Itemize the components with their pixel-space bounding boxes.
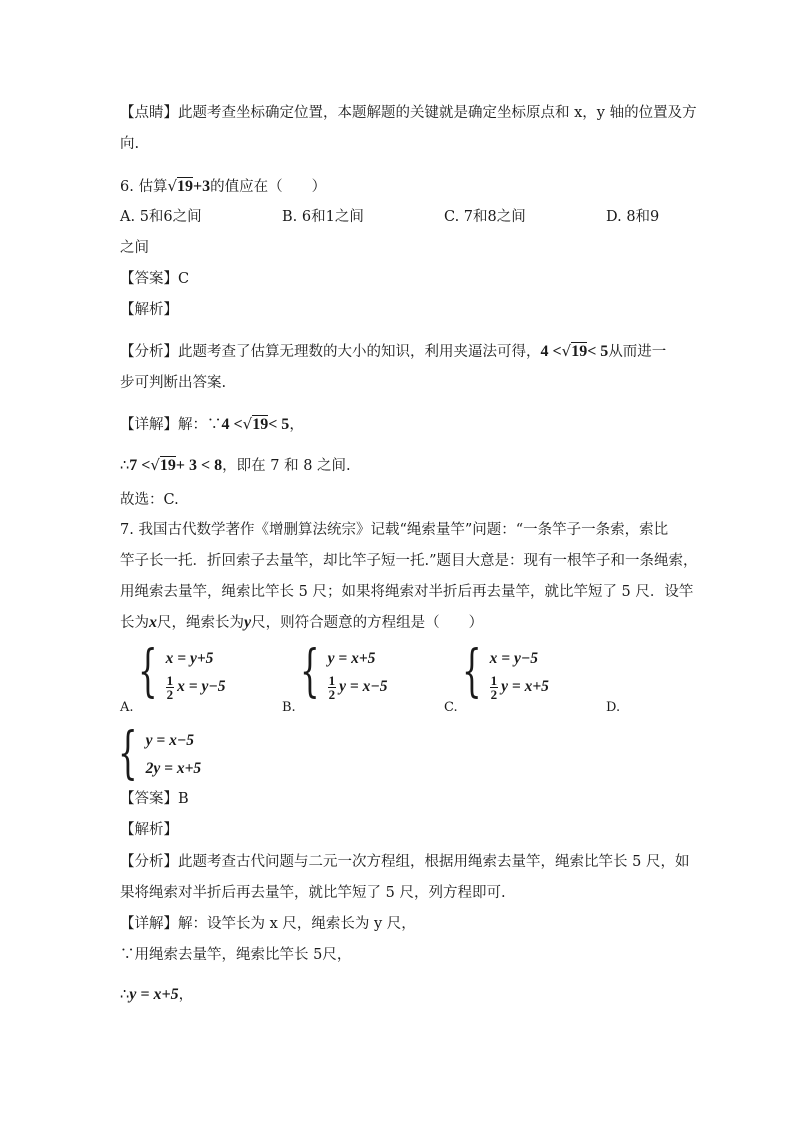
q6-fenxi-lt1: 4 < (540, 343, 562, 360)
q7-line-1: 7. 我国古代数学著作《增删算法统宗》记载“绳索量竿”问题：“一条竿子一条索，索比 (120, 522, 669, 538)
q7-detail-line-2: ∵用绳索去量竿，绳索比竿长 5尺， (120, 947, 352, 963)
q7-option-b-eq1: y = x+5 (327, 650, 376, 667)
q7-line-2: 竿子长一托．折回索子去量竿，却比竿子短一托.”题目大意是：现有一根竿子和一条绳索， (120, 553, 698, 569)
q6-ineq-right: + 3 < 8 (175, 457, 223, 474)
q7-option-d-system (118, 721, 202, 786)
q6-option-d: D. 8和9 (606, 209, 660, 225)
fraction: $\frac{1}{2}$ (490, 672, 498, 702)
q7-var-x: x (149, 614, 157, 631)
q6-plus: +3 (193, 178, 211, 195)
q6-detail-lt1: 4 < (221, 416, 243, 433)
q7-analysis-title: 【解析】 (120, 822, 178, 838)
q7-final-eq: y = x+5 (129, 986, 179, 1003)
q7-line-4 (120, 613, 483, 633)
q6-detail-lt2: < 5 (268, 416, 290, 433)
q6-sqrt: √19 (167, 177, 194, 195)
q7-option-c-label: C. (444, 700, 458, 715)
q6-detail-comma: ， (289, 417, 304, 433)
q6-detail-line (120, 414, 304, 435)
q6-inequality-line (120, 455, 351, 476)
q6-stem-prefix: 6. 估算 (120, 179, 168, 195)
q7-line4-b: 尺，绳索长为 (157, 615, 244, 631)
q6-fenxi-sqrt: √19 (561, 342, 588, 360)
q7-line4-c: 尺，则符合题意的方程组是（ ） (251, 615, 484, 631)
q6-option-c: C. 7和8之间 (444, 209, 526, 225)
therefore-symbol: ∴ (120, 458, 130, 474)
q6-option-b: B. 6和1之间 (282, 209, 364, 225)
q6-fenxi-suffix: 从而进一 (608, 344, 667, 360)
q7-final-line (120, 985, 193, 1005)
q6-fenxi-line-2: 步可判断出答案. (120, 375, 227, 391)
q7-option-c-eq1: x = y−5 (489, 650, 538, 667)
brace-icon: { (300, 639, 320, 704)
q6-ineq-sqrt: √19 (150, 456, 176, 474)
comment-line-2: 向. (120, 136, 140, 152)
because-symbol: ∵ (207, 417, 222, 433)
brace-icon: { (462, 639, 482, 704)
q7-option-b-eq2: $\frac{1}{2}$ y = x−5 (328, 672, 388, 702)
q6-detail-prefix: 【详解】解： (120, 417, 207, 433)
q7-fenxi-line-2: 果将绳索对半折后再去量竿，就比竿短了 5 尺，列方程即可. (120, 885, 506, 901)
brace-icon: { (118, 721, 138, 786)
q6-ineq-radicand: 19 (159, 457, 176, 474)
q7-option-a-eq1: x = y+5 (165, 650, 214, 667)
q7-option-a-label: A. (120, 700, 134, 715)
q7-line4-a: 长为 (120, 615, 149, 631)
q7-var-y: y (244, 614, 252, 631)
q7-option-b-system (300, 639, 388, 704)
q6-fenxi-line-1 (120, 341, 666, 362)
q7-option-c-equations (490, 644, 549, 700)
fraction: $\frac{1}{2}$ (328, 672, 336, 702)
q6-stem-suffix: 的值应在（ ） (210, 179, 327, 195)
q6-fenxi-lt2: < 5 (587, 343, 609, 360)
q7-option-d-label: D. (606, 700, 621, 715)
q6-analysis-title: 【解析】 (120, 302, 178, 318)
q7-detail-line-1: 【详解】解：设竿长为 x 尺，绳索长为 y 尺， (120, 916, 416, 932)
q6-radicand: 19 (177, 178, 194, 195)
q6-option-a: A. 5和6之间 (120, 209, 202, 225)
q7-option-a-eq2: $\frac{1}{2}$ x = y−5 (166, 672, 226, 702)
brace-icon: { (138, 639, 158, 704)
therefore-symbol: ∴ (120, 987, 130, 1003)
q7-option-a-system (138, 639, 226, 704)
q7-option-a-equations (166, 644, 226, 700)
q6-detail-radicand: 19 (252, 416, 269, 433)
q7-option-d-equations (146, 726, 202, 782)
q6-stem (120, 176, 326, 197)
fraction: $\frac{1}{2}$ (166, 672, 174, 702)
q6-fenxi-prefix: 【分析】此题考查了估算无理数的大小的知识，利用夹逼法可得， (120, 344, 541, 360)
q6-answer: 【答案】C (120, 271, 190, 287)
q6-detail-sqrt: √19 (242, 415, 269, 433)
q6-ineq-left: 7 < (129, 457, 151, 474)
q7-option-d-eq2: 2y = x+5 (145, 760, 202, 777)
q6-option-d-wrap: 之间 (120, 240, 149, 256)
q7-option-c-eq2: $\frac{1}{2}$ y = x+5 (490, 672, 549, 702)
q7-option-b-label: B. (282, 700, 296, 715)
q7-option-c-system (462, 639, 549, 704)
q7-line-3: 用绳索去量竿，绳索比竿长 5 尺；如果将绳索对半折后再去量竿，就比竿短了 5 尺．设竿 (120, 584, 694, 600)
q7-final-comma: ， (178, 987, 194, 1003)
q6-choose: 故选：C. (120, 492, 179, 508)
q7-fenxi-line-1: 【分析】此题考查古代问题与二元一次方程组，根据用绳索去量竿，绳索比竿长 5 尺，如 (120, 854, 690, 870)
q7-answer: 【答案】B (120, 791, 189, 807)
comment-line-1: 【点睛】此题考查坐标确定位置，本题解题的关键就是确定坐标原点和 x，y 轴的位置及方 (120, 105, 697, 121)
q6-fenxi-radicand: 19 (571, 343, 588, 360)
q7-option-d-eq1: y = x−5 (145, 732, 194, 749)
q6-ineq-suffix: ，即在 7 和 8 之间. (222, 458, 351, 474)
q7-option-b-equations (328, 644, 388, 700)
